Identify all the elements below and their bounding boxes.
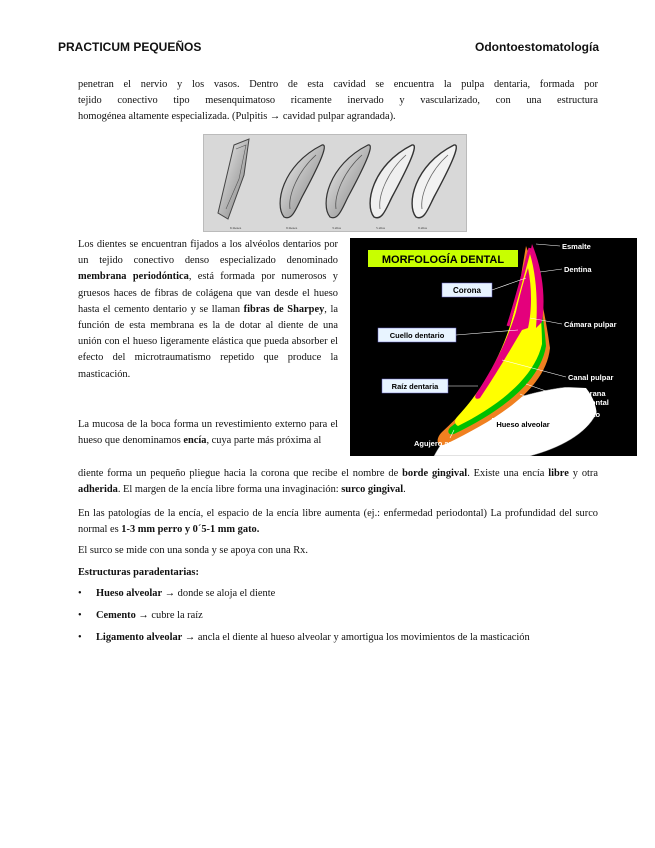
header-left: PRACTICUM PEQUEÑOS	[58, 40, 202, 54]
intro-line-3: homogénea altamente especializada. (Pulpitis → cavidad pulpar agrandada).	[78, 111, 396, 123]
membrana-term: membrana periodóntica	[78, 271, 189, 283]
tooth-stage-2	[280, 145, 324, 218]
mucosa-paragraph	[78, 417, 338, 449]
label-membrana-2: periodontal	[568, 398, 609, 407]
caption-3: 3 años	[332, 226, 342, 230]
list-term: Hueso alveolar	[96, 588, 163, 599]
list-term: Cemento	[96, 610, 136, 622]
periodontal-paragraph	[78, 237, 338, 383]
para2b-text-g: . El margen de la encía libre forma una invaginación:	[117, 484, 342, 496]
tooth-stage-3	[326, 145, 370, 218]
structures-list	[78, 586, 598, 653]
intro-paragraph	[78, 77, 598, 126]
surco-gingival-term: surco gingival	[341, 484, 404, 496]
tooth-development-svg	[204, 135, 466, 231]
tooth-stage-5	[412, 145, 456, 218]
list-item	[78, 586, 598, 602]
dental-morphology-figure	[350, 238, 637, 456]
para2b-text-a: diente forma un pequeño pliegue hacia la corona que recibe el nombre de	[78, 468, 403, 479]
para2-text-c: , cuya parte más próxima al	[206, 435, 322, 447]
list-item	[78, 608, 598, 624]
adherida-term: adherida	[78, 484, 118, 496]
bullet: •	[78, 588, 82, 599]
label-cemento: Cemento	[568, 410, 601, 419]
intro-line-2: tejido conectivo tipo mesenquimatoso ricamente inervado y vascularizado, con una estructura	[78, 95, 598, 107]
para1-text-c: , está formada por numerosos y gruesos haces de fibras de colágena que van desde el hueso hasta el cemento dentario y se llaman	[78, 271, 338, 315]
para3-text-a: En las patologías de la encía, el espacio de la encía libre aumenta (ej.: enfermedad periodontal) La profundidad del surco normal es	[78, 508, 598, 536]
list-text: → donde se aloja el diente	[162, 588, 276, 599]
caption-1: 6 meses	[230, 226, 242, 230]
list-text: → ancla el diente al hueso alveolar y amortigua los movimientos de la masticación	[182, 632, 530, 644]
label-corona: Corona	[453, 286, 481, 295]
tooth-stage-4	[370, 145, 414, 218]
list-text: → cubre la raíz	[135, 610, 203, 622]
label-membrana-1: Membrana	[568, 389, 606, 398]
header-right: Odontoestomatología	[475, 40, 599, 54]
libre-term: libre	[548, 468, 569, 479]
gingival-paragraph	[78, 466, 598, 498]
label-cuello: Cuello dentario	[389, 331, 445, 340]
encia-term: encía	[183, 435, 207, 447]
sonda-paragraph: El surco se mide con una sonda y se apoya con una Rx.	[78, 545, 308, 556]
list-term: Ligamento alveolar	[96, 632, 183, 644]
para2-text-a: La mucosa de la boca forma un revestimiento externo para el hueso que denominamos	[78, 419, 338, 447]
para1-text-a: Los dientes se encuentran fijados a los alvéolos dentarios por un tejido conectivo denso especializado denominado	[78, 239, 338, 267]
caption-2: 9 meses	[286, 226, 298, 230]
intro-line-1: penetran el nervio y los vasos. Dentro de esta cavidad se encuentra la pulpa dentaria, formada por	[78, 79, 598, 90]
caption-4: 5 años	[376, 226, 386, 230]
label-raiz: Raíz dentaria	[391, 382, 439, 391]
para2b-text-c: . Existe una encía	[467, 468, 549, 479]
borde-gingival-term: borde gingival	[402, 468, 468, 479]
label-esmalte: Esmalte	[562, 242, 591, 251]
caption-5: 9 años	[418, 226, 428, 230]
label-canal: Canal pulpar	[568, 373, 614, 382]
dental-morphology-svg	[350, 238, 637, 456]
structures-heading: Estructuras paradentarias:	[78, 567, 199, 578]
pathology-paragraph	[78, 506, 598, 538]
label-dentina: Dentina	[564, 265, 592, 274]
tooth-development-figure	[203, 134, 467, 232]
sharpey-term: fibras de Sharpey	[243, 303, 325, 315]
para2b-text-e: y otra	[568, 468, 598, 479]
para2b-text-i: .	[403, 484, 406, 496]
figure-title: MORFOLOGÍA DENTAL	[381, 254, 505, 266]
para1-text-e: , la función de esta membrana es la de dotar al diente de una unión con el hueso ligeramente elástica que pueda absorber el efecto del microtraumatismo repetido que produce la masticación.	[78, 303, 338, 380]
depth-value: 1-3 mm perro y 0´5-1 mm gato.	[121, 524, 260, 536]
label-agujero: Agujero apical	[414, 439, 466, 448]
tooth-stage-1	[218, 139, 249, 219]
list-item	[78, 630, 598, 646]
bullet: •	[78, 632, 82, 644]
bullet: •	[78, 610, 82, 622]
label-hueso: Hueso alveolar	[496, 420, 550, 429]
label-camara: Cámara pulpar	[564, 320, 617, 329]
